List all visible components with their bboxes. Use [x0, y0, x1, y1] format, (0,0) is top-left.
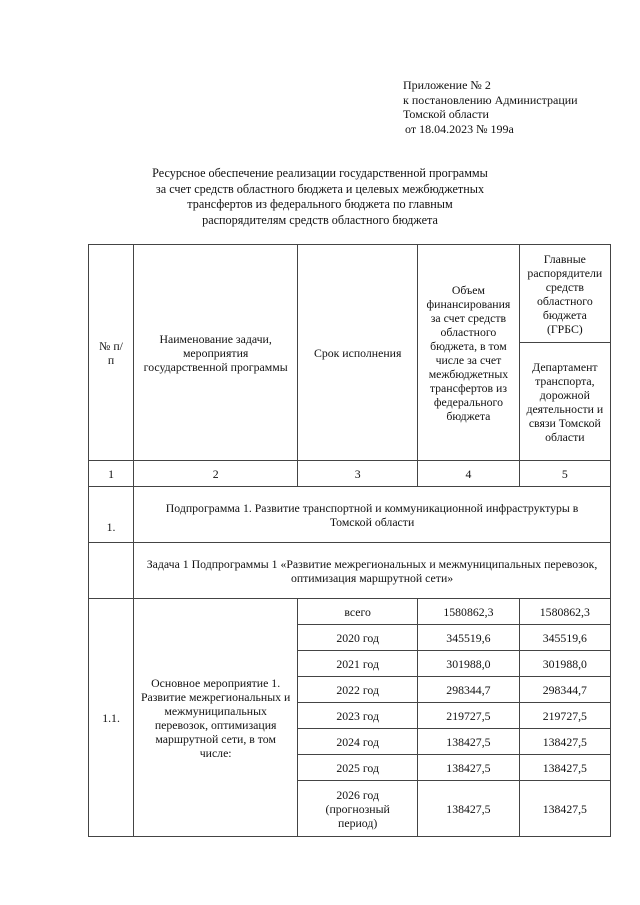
volume-cell: 138427,5 [418, 781, 520, 837]
volume-cell: 298344,7 [418, 677, 520, 703]
col-number: 4 [418, 461, 520, 487]
volume-cell: 219727,5 [418, 703, 520, 729]
subprogram-row [89, 487, 611, 543]
header-volume: Объем финансирования за счет средств областного бюджета, в том числе за счет межбюджетных трансфертов из федерального бюджета [418, 245, 520, 461]
document-title [120, 166, 520, 228]
activity-num: 1.1. [89, 599, 134, 837]
dept-cell: 219727,5 [519, 703, 610, 729]
title-line: распорядителям средств областного бюджета [202, 212, 438, 227]
dept-cell: 138427,5 [519, 781, 610, 837]
period-cell: 2026 год (прогнозный период) [298, 781, 418, 837]
task-text: Задача 1 Подпрограммы 1 «Развитие межрегиональных и межмуниципальных перевозок, оптимизация маршрутной сети» [134, 543, 611, 599]
title-line: трансфертов из федерального бюджета по главным [187, 197, 453, 211]
resource-table [88, 244, 611, 837]
period-cell: 2024 год [298, 729, 418, 755]
annex-line: Приложение № 2 [403, 78, 491, 92]
activity-name: Основное мероприятие 1. Развитие межрегиональных и межмуниципальных перевозок, оптимизация маршрутной сети, в том числе: [134, 599, 298, 837]
period-cell: 2020 год [298, 625, 418, 651]
subprogram-num: 1. [89, 487, 134, 543]
col-number: 5 [519, 461, 610, 487]
header-grbs: Главные распорядители средств областного бюджета (ГРБС) [519, 245, 610, 343]
volume-cell: 1580862,3 [418, 599, 520, 625]
annex-line: к постановлению Администрации [403, 92, 578, 107]
column-numbers-row [89, 461, 611, 487]
dept-cell: 138427,5 [519, 755, 610, 781]
dept-cell: 345519,6 [519, 625, 610, 651]
header-term: Срок исполнения [298, 245, 418, 461]
header-row [89, 245, 611, 343]
volume-cell: 345519,6 [418, 625, 520, 651]
annex-line: от 18.04.2023 № 199а [405, 121, 514, 136]
period-cell: 2022 год [298, 677, 418, 703]
period-cell: 2025 год [298, 755, 418, 781]
title-line: Ресурсное обеспечение реализации государственной программы [152, 166, 488, 180]
annex-block [403, 78, 633, 136]
period-cell: 2023 год [298, 703, 418, 729]
dept-cell: 301988,0 [519, 651, 610, 677]
col-number: 2 [134, 461, 298, 487]
subprogram-text: Подпрограмма 1. Развитие транспортной и коммуникационной инфраструктуры в Томской области [134, 487, 611, 543]
task-num [89, 543, 134, 599]
volume-cell: 138427,5 [418, 755, 520, 781]
dept-cell: 298344,7 [519, 677, 610, 703]
annex-line: Томской области [403, 107, 489, 121]
col-number: 1 [89, 461, 134, 487]
period-cell: всего [298, 599, 418, 625]
header-name: Наименование задачи, мероприятия государственной программы [134, 245, 298, 461]
header-num: № п/п [89, 245, 134, 461]
activity-row [89, 599, 611, 625]
dept-cell: 138427,5 [519, 729, 610, 755]
period-cell: 2021 год [298, 651, 418, 677]
volume-cell: 301988,0 [418, 651, 520, 677]
task-row [89, 543, 611, 599]
header-department: Департамент транспорта, дорожной деятельности и связи Томской области [519, 343, 610, 461]
title-line: за счет средств областного бюджета и целевых межбюджетных [155, 181, 485, 196]
dept-cell: 1580862,3 [519, 599, 610, 625]
volume-cell: 138427,5 [418, 729, 520, 755]
col-number: 3 [298, 461, 418, 487]
